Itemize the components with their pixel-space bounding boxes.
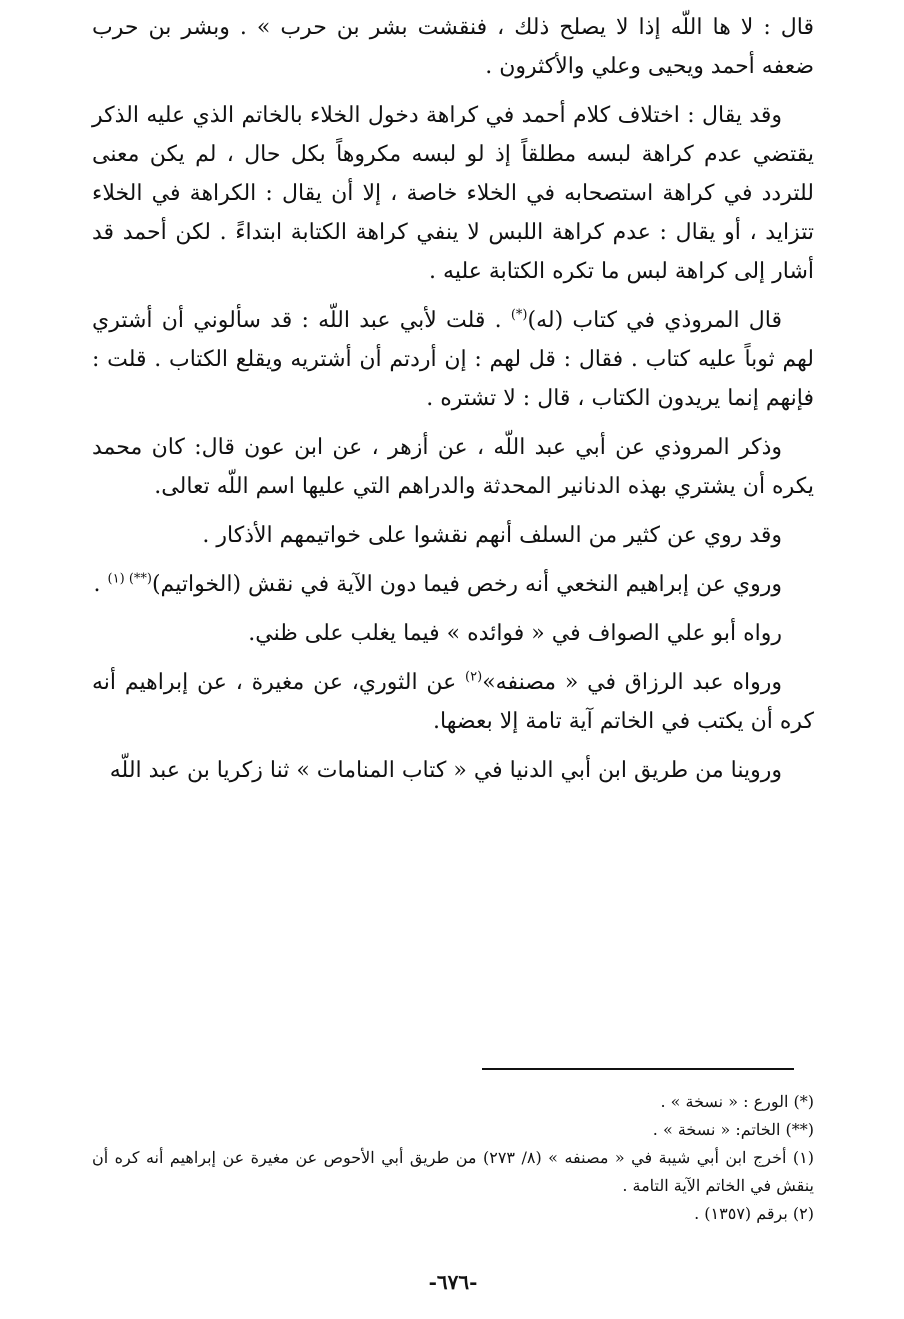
footnote-marker-2: (٢) (465, 669, 483, 685)
main-text (92, 8, 814, 790)
paragraph-6 (92, 565, 814, 604)
paragraph-3-text-start: قال المروذي في كتاب (له) (527, 308, 782, 333)
paragraph-6-text-start: وروي عن إبراهيم النخعي أنه رخص فيما دون الآية في نقش (الخواتيم) (151, 572, 782, 597)
paragraph-2: وقد يقال : اختلاف كلام أحمد في كراهة دخول الخلاء بالخاتم الذي عليه الذكر يقتضي عدم كراهة لبسه مطلقاً إذ لو لبسه مكروهاً بكل حال ، لم يكن معنى للتردد في كراهة استصحابه في الخلاء خاصة ، إلا أن يقال : الكراهة في الخلاء تتزايد ، أو يقال : عدم كراهة اللبس لا ينفي كراهة الكتابة ابتداءً . لكن أحمد قد أشار إلى كراهة لبس ما تكره الكتابة عليه . (92, 103, 814, 284)
footnote-separator (482, 1068, 794, 1070)
paragraph-4: وذكر المروذي عن أبي عبد اللّه ، عن أزهر ، عن ابن عون قال: كان محمد يكره أن يشتري بهذه الدنانير المحدثة والدراهم التي عليها اسم اللّه تعالى. (92, 435, 814, 499)
footnote-2: (٢) برقم (١٣٥٧) . (694, 1204, 814, 1223)
footnote-1: (١) أخرج ابن أبي شيبة في « مصنفه » (٨/ ٢٧٣) من طريق أبي الأحوص عن مغيرة عن إبراهيم أنه كره أن ينقش في الخاتم الآية التامة . (92, 1148, 814, 1195)
paragraph-7: رواه أبو علي الصواف في « فوائده » فيما يغلب على ظني. (248, 621, 782, 646)
paragraph-8-text-start: ورواه عبد الرزاق في « مصنفه» (482, 670, 783, 695)
footnotes (92, 1088, 814, 1228)
paragraph-6-text-end: . (93, 572, 108, 597)
footnote-double-star: (**) الخاتم: « نسخة » . (652, 1120, 814, 1139)
paragraph-3-text-end: . قلت لأبي عبد اللّه : قد سألوني أن أشتري لهم ثوباً عليه كتاب . فقال : قل لهم : إن أردتم أن أشتريه ويقلع الكتاب . قلت : فإنهم إنما يريدون الكتاب ، قال : لا تشتره . (92, 308, 814, 411)
paragraph-1: قال : لا ها اللّه إذا لا يصلح ذلك ، فنقشت بشر بن حرب » . وبشر بن حرب ضعفه أحمد ويحيى وعلي والأكثرون . (92, 15, 814, 79)
paragraph-8 (92, 663, 814, 741)
footnote-marker-double-star: (**) (١) (107, 571, 152, 587)
book-page (92, 8, 814, 1308)
footnote-marker-star: (*) (510, 307, 528, 323)
page-number: -٦٧٦- (428, 1270, 478, 1294)
paragraph-5: وقد روي عن كثير من السلف أنهم نقشوا على خواتيمهم الأذكار . (202, 523, 782, 548)
paragraph-9: وروينا من طريق ابن أبي الدنيا في « كتاب المنامات » ثنا زكريا بن عبد اللّه (109, 758, 782, 783)
paragraph-8-text-end: عن الثوري، عن مغيرة ، عن إبراهيم أنه كره أن يكتب في الخاتم آية تامة إلا بعضها. (92, 670, 814, 734)
paragraph-3 (92, 301, 814, 418)
footnote-star: (*) الورع : « نسخة » . (660, 1092, 814, 1111)
